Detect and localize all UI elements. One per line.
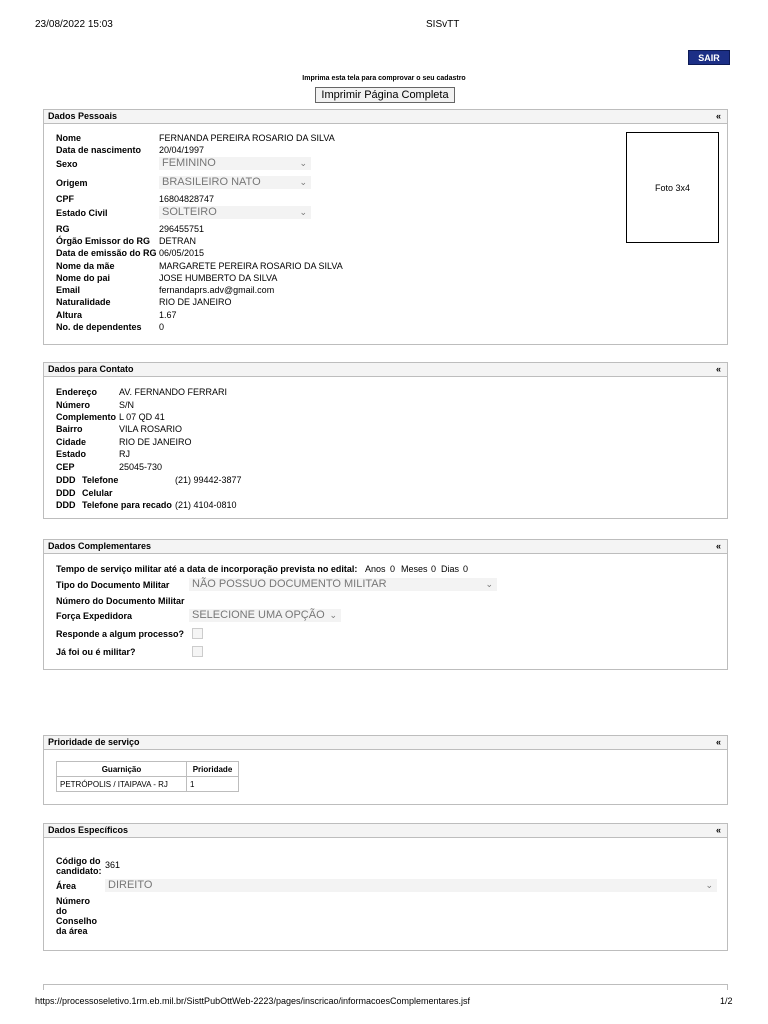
panel-dados-contato: [43, 362, 728, 519]
collapse-icon[interactable]: «: [715, 111, 721, 121]
ddd-label: DDD: [56, 475, 76, 485]
field-label: No. de dependentes: [56, 322, 142, 332]
field-value: MARGARETE PEREIRA ROSARIO DA SILVA: [159, 261, 343, 271]
panel-title: [44, 110, 727, 124]
panel-title: [44, 540, 727, 554]
meses-value: 0: [431, 564, 437, 574]
panel-dados-especificos: [43, 823, 728, 951]
contact-label: Número: [56, 400, 91, 410]
processo-label: Responde a algum processo?: [56, 629, 185, 639]
forca-label: Força Expedidora: [56, 611, 133, 621]
chevron-down-icon: ⌄: [329, 610, 337, 620]
panel-dados-pessoais: [43, 109, 728, 345]
field-value: JOSE HUMBERTO DA SILVA: [159, 273, 278, 283]
field-label: Sexo: [56, 159, 78, 169]
field-value: fernandaprs.adv@gmail.com: [159, 285, 275, 295]
photo-placeholder: [626, 132, 719, 243]
dias-value: 0: [463, 564, 469, 574]
contact-value: AV. FERNANDO FERRARI: [119, 387, 228, 397]
photo-label: Foto 3x4: [654, 182, 691, 193]
forca-select[interactable]: [189, 609, 341, 622]
chevron-down-icon: ⌄: [485, 579, 493, 589]
panel-prioridade: [43, 735, 728, 805]
field-label: Altura: [56, 310, 83, 320]
conselho-label-4: da área: [56, 926, 88, 936]
tipo-doc-label: Tipo do Documento Militar: [56, 580, 170, 590]
field-label: Nome da mãe: [56, 261, 115, 271]
field-value: FERNANDA PEREIRA ROSARIO DA SILVA: [159, 133, 335, 143]
chevron-down-icon: ⌄: [299, 177, 307, 187]
field-label: Email: [56, 285, 81, 295]
ddd-label: DDD: [56, 488, 76, 498]
tempo-servico-label: Tempo de serviço militar até a data de incorporação prevista no edital:: [56, 564, 358, 574]
field-label: Data de nascimento: [56, 145, 142, 155]
conselho-label-1: Número: [56, 896, 91, 906]
codigo-label-line1: Código do: [56, 856, 101, 866]
anos-value: 0: [390, 564, 396, 574]
collapse-icon[interactable]: «: [715, 825, 721, 835]
print-datetime: 23/08/2022 15:03: [35, 19, 113, 30]
contact-label: Complemento: [56, 412, 117, 422]
field-value: 296455751: [159, 224, 205, 234]
panel-title: [44, 736, 727, 750]
prioridade-table: [56, 761, 239, 792]
field-value: 1.67: [159, 310, 177, 320]
contact-value: 25045-730: [119, 462, 163, 472]
field-select[interactable]: [159, 157, 311, 170]
conselho-label-3: Conselho: [56, 916, 98, 926]
contact-value: S/N: [119, 400, 135, 410]
column-header: Prioridade: [187, 762, 239, 777]
table-row: [57, 777, 239, 792]
prioridade-cell: 1: [187, 777, 239, 792]
field-label: CPF: [56, 194, 74, 204]
panel-title-text: Dados Pessoais: [48, 111, 118, 121]
logout-button[interactable]: SAIR: [688, 50, 730, 65]
codigo-value: 361: [105, 860, 121, 870]
anos-label: Anos: [365, 564, 386, 574]
field-value: 0: [159, 322, 165, 332]
field-value: 20/04/1997: [159, 145, 205, 155]
page-url: https://processoseletivo.1rm.eb.mil.br/SisttPubOttWeb-2223/pages/inscricao/informacoesComplementares.jsf: [35, 996, 471, 1006]
panel-dados-complementares: [43, 539, 728, 670]
numero-doc-label: Número do Documento Militar: [56, 596, 185, 606]
field-select[interactable]: [159, 176, 311, 189]
print-note: Imprima esta tela para comprovar o seu cadastro: [302, 75, 466, 82]
field-select-value: BRASILEIRO NATO: [162, 176, 261, 188]
militar-checkbox[interactable]: [192, 646, 203, 657]
field-label: Data de emissão do RG: [56, 248, 157, 258]
codigo-label-line2: candidato:: [56, 866, 102, 876]
print-page-button[interactable]: Imprimir Página Completa: [315, 87, 455, 103]
conselho-label-2: do: [56, 906, 67, 916]
field-label: Nome do pai: [56, 273, 111, 283]
contact-label: Cidade: [56, 437, 87, 447]
field-select-value: FEMININO: [162, 157, 216, 169]
meses-label: Meses: [401, 564, 428, 574]
field-label: Nome: [56, 133, 82, 143]
panel-title: [44, 363, 727, 377]
panel-title-text: Dados Específicos: [48, 825, 129, 835]
page-number: 1/2: [720, 996, 733, 1006]
phone-value: (21) 99442-3877: [175, 475, 242, 485]
dias-label: Dias: [441, 564, 460, 574]
area-label: Área: [56, 881, 77, 891]
collapse-icon[interactable]: «: [715, 364, 721, 374]
area-select[interactable]: [105, 879, 717, 892]
contact-value: RJ: [119, 449, 130, 459]
processo-checkbox[interactable]: [192, 628, 203, 639]
contact-label: Estado: [56, 449, 87, 459]
panel-title-text: Prioridade de serviço: [48, 737, 140, 747]
phone-label: Celular: [82, 488, 113, 498]
guarnicao-cell: PETRÓPOLIS / ITAIPAVA - RJ: [57, 777, 187, 792]
field-value: 06/05/2015: [159, 248, 205, 258]
contact-label: Bairro: [56, 424, 83, 434]
field-label: Origem: [56, 178, 88, 188]
collapse-icon[interactable]: «: [715, 541, 721, 551]
contact-label: CEP: [56, 462, 75, 472]
collapse-icon[interactable]: «: [715, 737, 721, 747]
ddd-label: DDD: [56, 500, 76, 510]
field-select-value: SOLTEIRO: [162, 206, 217, 218]
field-select[interactable]: [159, 206, 311, 219]
column-header: Guarnição: [57, 762, 187, 777]
document-title: SISvTT: [426, 19, 460, 30]
phone-label: Telefone: [82, 475, 119, 485]
next-panel-edge: [43, 984, 728, 990]
field-label: RG: [56, 224, 70, 234]
panel-title-text: Dados para Contato: [48, 364, 134, 374]
field-label: Naturalidade: [56, 297, 111, 307]
tipo-doc-value: NÃO POSSUO DOCUMENTO MILITAR: [192, 578, 387, 590]
chevron-down-icon: ⌄: [705, 880, 713, 890]
field-value: 16804828747: [159, 194, 215, 204]
panel-title: [44, 824, 727, 838]
field-label: Órgão Emissor do RG: [56, 236, 151, 246]
contact-value: RIO DE JANEIRO: [119, 437, 192, 447]
chevron-down-icon: ⌄: [299, 207, 307, 217]
area-value: DIREITO: [108, 879, 153, 891]
contact-value: VILA ROSARIO: [119, 424, 183, 434]
field-label: Estado Civil: [56, 208, 108, 218]
field-value: DETRAN: [159, 236, 197, 246]
contact-label: Endereço: [56, 387, 98, 397]
field-value: RIO DE JANEIRO: [159, 297, 232, 307]
chevron-down-icon: ⌄: [299, 158, 307, 168]
tipo-doc-select[interactable]: [189, 578, 497, 591]
militar-label: Já foi ou é militar?: [56, 647, 136, 657]
forca-value: SELECIONE UMA OPÇÃO: [192, 609, 325, 621]
contact-value: L 07 QD 41: [119, 412, 165, 422]
panel-title-text: Dados Complementares: [48, 541, 152, 551]
phone-label: Telefone para recado: [82, 500, 172, 510]
phone-value: (21) 4104-0810: [175, 500, 237, 510]
